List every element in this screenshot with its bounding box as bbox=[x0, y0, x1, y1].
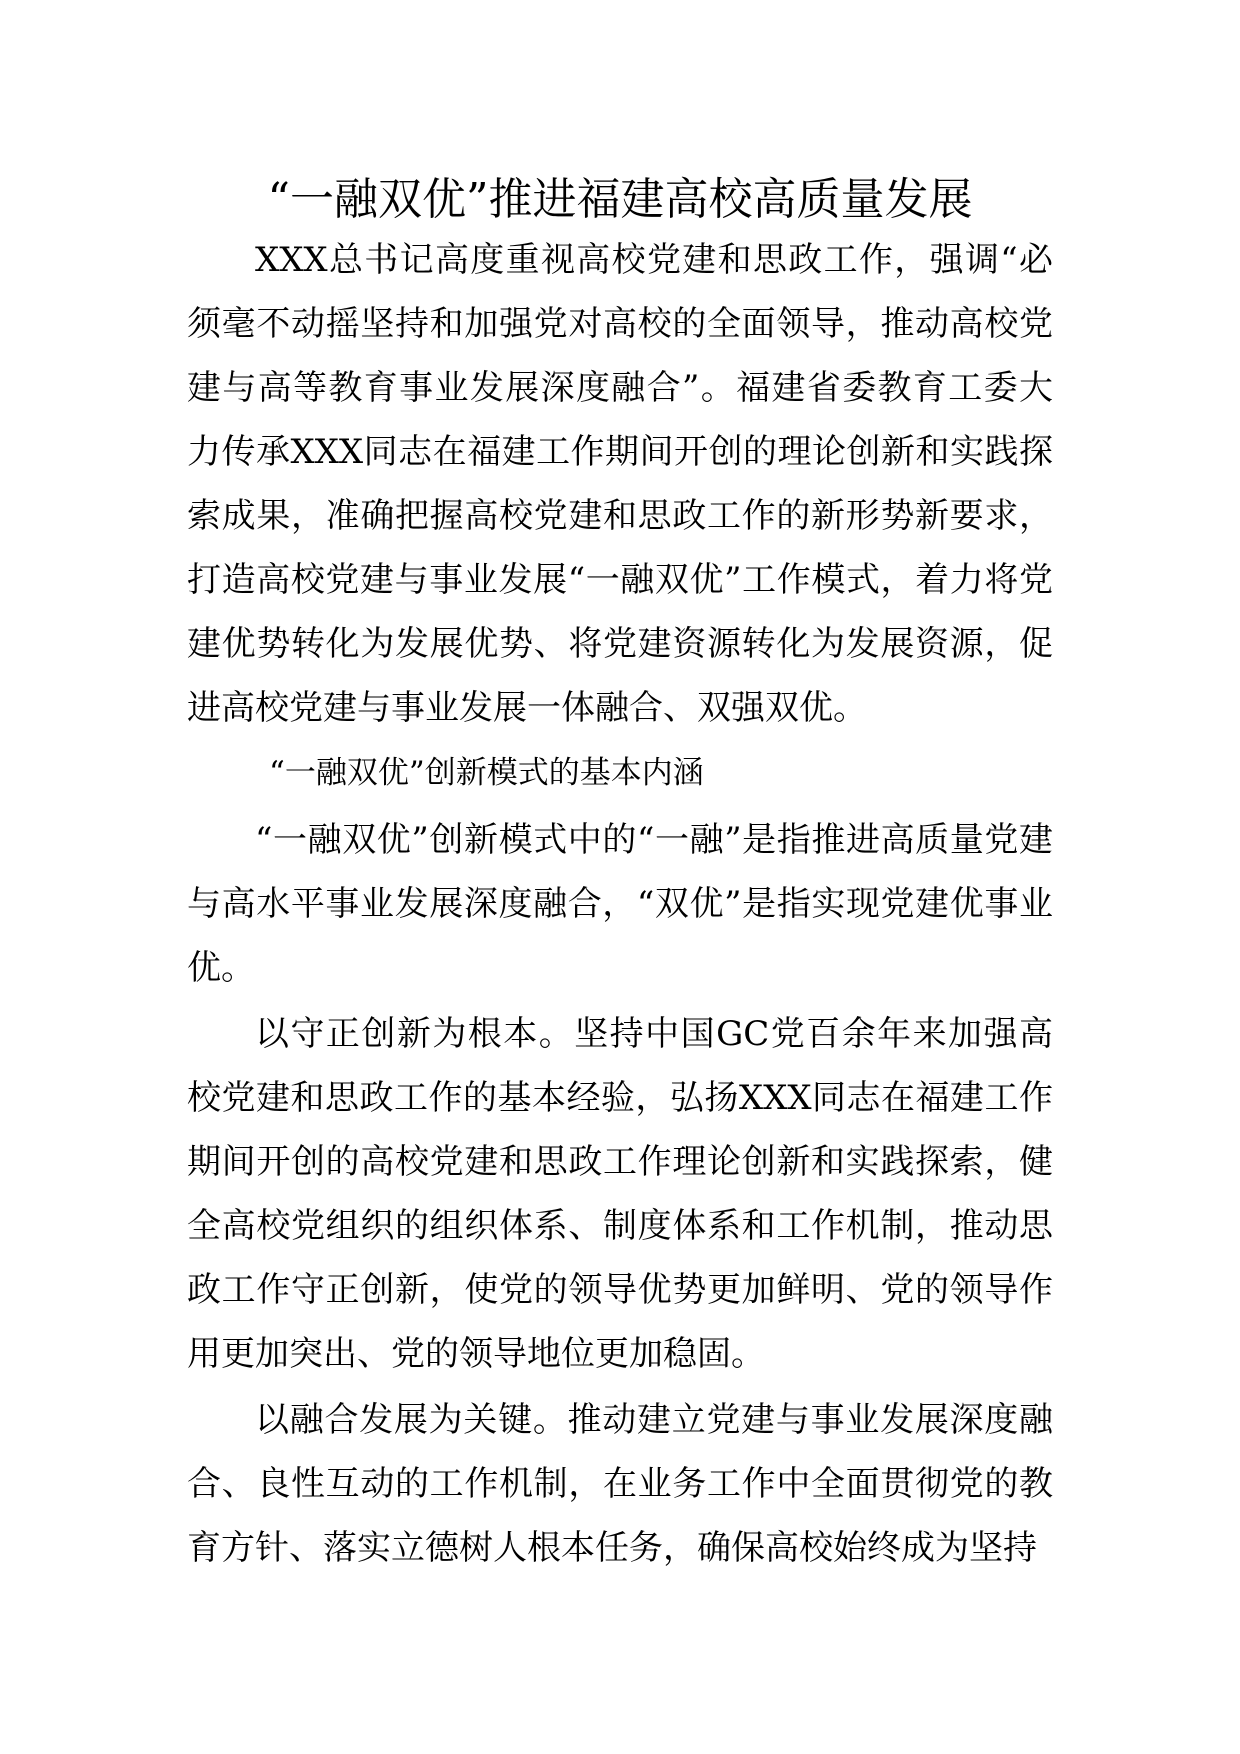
document-body bbox=[187, 228, 1053, 1580]
intro-paragraph: XXX总书记高度重视高校党建和思政工作，强调“必须毫不动摇坚持和加强党对高校的全面领导，推动高校党建与高等教育事业发展深度融合”。福建省委教育工委大力传承XXX同志在福建工作期间开创的理论创新和实践探索成果，准确把握高校党建和思政工作的新形势新要求，打造高校党建与事业发展“一融双优”工作模式，着力将党建优势转化为发展优势、将党建资源转化为发展资源，促进高校党建与事业发展一体融合、双强双优。 bbox=[187, 240, 1053, 728]
definition-paragraph: “一融双优”创新模式中的“一融”是指推进高质量党建与高水平事业发展深度融合，“双优”是指实现党建优事业优。 bbox=[187, 820, 1053, 988]
document-title: “一融双优”推进福建高校高质量发展 bbox=[267, 174, 973, 225]
innovation-paragraph: 以守正创新为根本。坚持中国GC党百余年来加强高校党建和思政工作的基本经验，弘扬XXX同志在福建工作期间开创的高校党建和思政工作理论创新和实践探索，健全高校党组织的组织体系、制度体系和工作机制，推动思政工作守正创新，使党的领导优势更加鲜明、党的领导作用更加突出、党的领导地位更加稳固。 bbox=[187, 1014, 1053, 1374]
section-heading: “一融双优”创新模式的基本内涵 bbox=[269, 755, 704, 791]
integration-paragraph: 以融合发展为关键。推动建立党建与事业发展深度融合、良性互动的工作机制，在业务工作中全面贯彻党的教育方针、落实立德树人根本任务，确保高校始终成为坚持 bbox=[187, 1400, 1053, 1568]
